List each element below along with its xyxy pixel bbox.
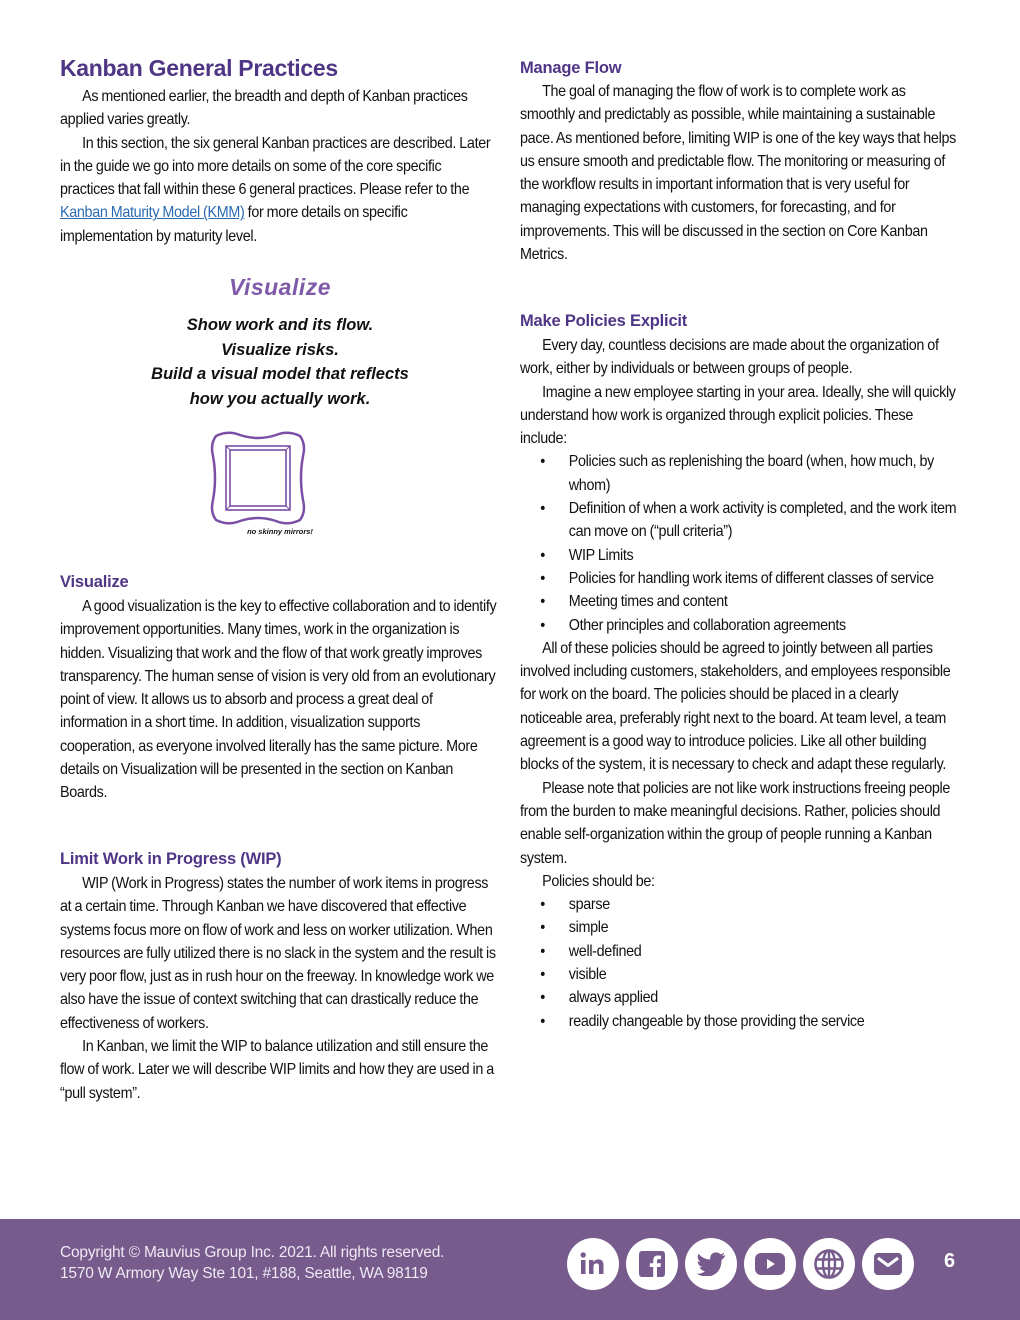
policies-paragraph-1: Every day, countless decisions are made about the organization of work, either by individuals or between groups of people. [520,337,939,378]
wip-paragraph-2: In Kanban, we limit the WIP to balance utilization and still ensure the flow of work. Later we will describe WIP limits and how they are used in a “pull system”. [60,1038,494,1102]
linkedin-button[interactable] [567,1238,619,1290]
mirror-frame-icon [208,430,308,526]
list-item: • WIP Limits [520,544,962,567]
policies-paragraph-2: Imagine a new employee starting in your area. Ideally, she will quickly understand how work is organized through explicit policies. These include: [520,383,956,448]
list-item: • readily changeable by those providing the service [520,1010,962,1033]
policies-include-list [520,450,962,636]
intro-paragraph-2 [60,132,497,248]
wip-section [60,872,500,1105]
manage-flow-section [520,80,965,266]
list-item: • Meeting times and content [520,590,962,613]
policies-paragraph-4: Please note that policies are not like work instructions freeing people from the burden to make meaningful decisions. Rather, policies should enable self-organization within the group of people running a Kanban system. [520,779,951,867]
facebook-button[interactable] [626,1238,678,1290]
intro [60,85,500,248]
list-item: • Other principles and collaboration agreements [520,614,962,637]
youtube-icon [754,1252,786,1276]
figure-line: how you actually work. [189,389,371,408]
section-heading-wip: Limit Work in Progress (WIP) [60,850,282,868]
figure-line: Build a visual model that reflects [151,365,409,383]
manage-flow-paragraph: The goal of managing the flow of work is to complete work as smoothly and predictably as possible, while maintaining a sustainable pace. As mentioned before, limiting WIP is one of the key ways that helps us ensure smooth and predictable flow. The monitoring or measuring of the workflow results in important information that is very useful for managing expectations with customers, for forecasting, and for improvements. This will be discussed in the section on Core Kanban Metrics. [520,83,956,264]
social-links [567,1238,914,1290]
copyright: Copyright © Mauvius Group Inc. 2021. All rights reserved. [60,1244,445,1261]
figure-caption: no skinny mirrors! [247,527,313,536]
address: 1570 W Armory Way Ste 101, #188, Seattle, WA 98119 [60,1264,428,1282]
intro-paragraph-1: As mentioned earlier, the breadth and depth of Kanban practices applied varies greatly. [60,88,468,129]
figure-title: Visualize [228,274,332,300]
list-item: • Policies for handling work items of different classes of service [520,567,962,590]
footer [0,1219,1020,1320]
twitter-button[interactable] [685,1238,737,1290]
page-title: Kanban General Practices [60,55,338,81]
email-button[interactable] [862,1238,914,1290]
mail-icon [873,1252,903,1276]
policies-paragraph-3: All of these policies should be agreed to jointly between all parties involved including customers, stakeholders, and employees responsible for work on the board. The policies should be placed in a clearly noticeable area, preferably right next to the board. At team level, a team agreement is a good way to introduce policies. Like all other building blocks of the system, it is necessary to check and adapt these regularly. [520,639,951,774]
list-item: • sparse [520,893,962,916]
list-item: • always applied [520,986,962,1009]
section-heading-manage-flow: Manage Flow [520,59,622,77]
youtube-button[interactable] [744,1238,796,1290]
visualize-figure [120,270,440,545]
globe-icon [813,1248,845,1280]
linkedin-icon [578,1251,608,1277]
figure-text [120,313,440,411]
page-number: 6 [944,1250,956,1272]
website-button[interactable] [803,1238,855,1290]
intro-text: In this section, the six general Kanban practices are described. Later in the guide we go into more details on some of the core specific practices that fall within these 6 general practices. Please refer to the [60,134,491,199]
facebook-icon [638,1250,666,1278]
policies-section [520,334,965,1033]
policies-should-be-label: Policies should be: [542,872,655,890]
list-item: • simple [520,916,962,939]
kmm-link[interactable]: Kanban Maturity Model (KMM) [60,204,245,222]
visualize-paragraph: A good visualization is the key to effective collaboration and to identify improvement opportunities. Many times, work in the organization is hidden. Visualizing that work and the flow of that work greatly improves transparency. The human sense of vision is very old from an evolutionary point of view. It allows us to absorb and process a great deal of information in a short time. In addition, visualization supports cooperation, as everyone involved literally has the same picture. More details on Visualization will be presented in the section on Kanban Boards. [60,598,497,802]
list-item: • Definition of when a work activity is completed, and the work item can move on (“pull criteria”) [520,497,962,544]
list-item: • well-defined [520,940,962,963]
figure-line: Visualize risks. [221,340,339,359]
wip-paragraph-1: WIP (Work in Progress) states the number of work items in progress at a certain time. Through Kanban we have discovered that effective systems focus more on flow of work and less on worker utilization. When resources are fully utilized there is no slack in the system and the result is very poor flow, just as in rush hour on the freeway. In knowledge work we also have the issue of context switching that can drastically reduce the effectiveness of workers. [60,875,496,1032]
section-heading-visualize: Visualize [60,573,129,591]
visualize-section [60,595,500,805]
policies-should-be-list [520,893,962,1033]
footer-text [60,1243,444,1284]
section-heading-policies: Make Policies Explicit [520,312,688,330]
list-item: • Policies such as replenishing the board (when, how much, by whom) [520,450,962,497]
intro-text-end: for more details on specific implementation by maturity level. [60,204,408,245]
figure-line: Show work and its flow. [186,316,374,334]
list-item: • visible [520,963,962,986]
twitter-icon [697,1252,725,1276]
